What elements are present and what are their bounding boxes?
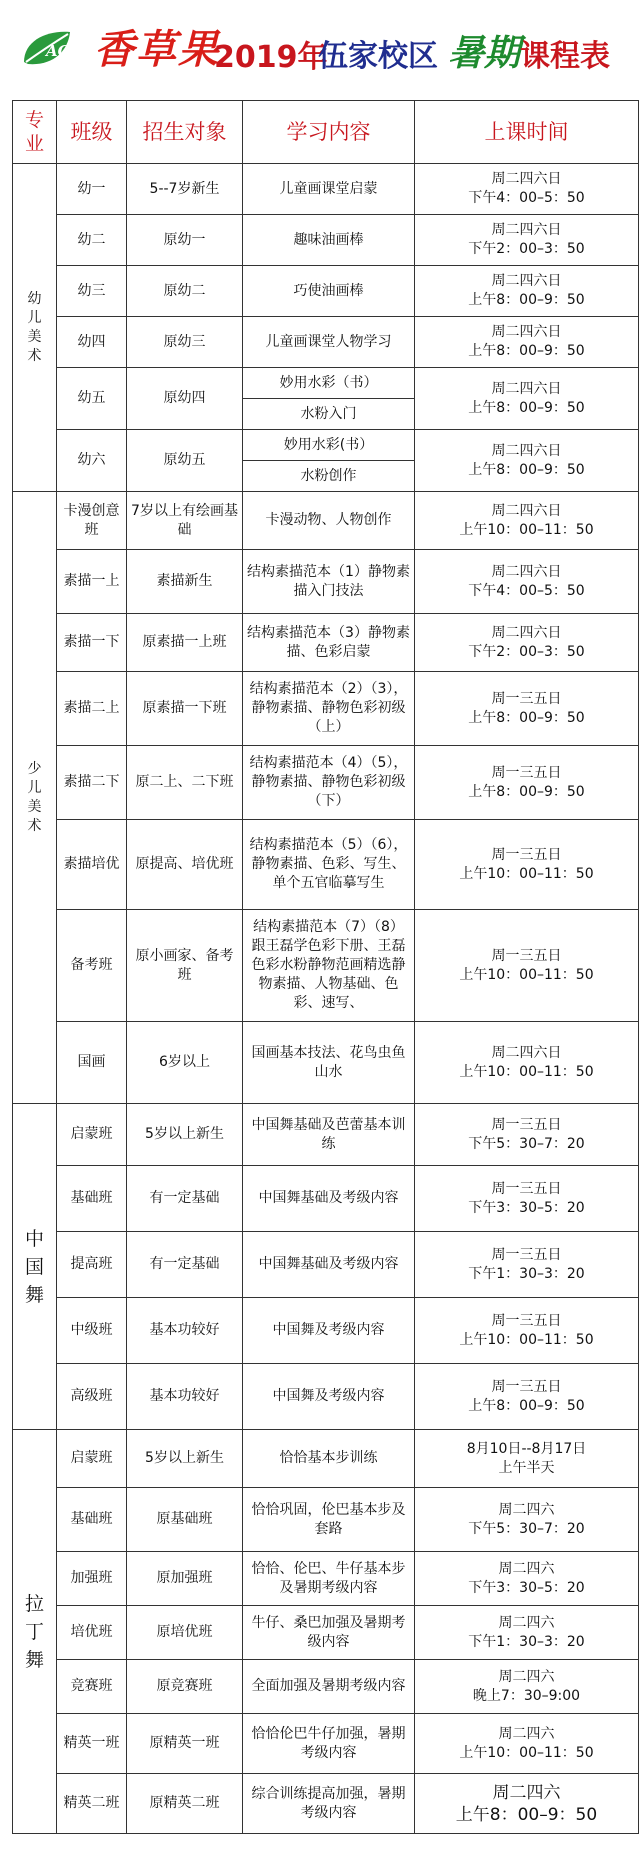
time-cell [415,1166,639,1232]
content-cell: 儿童画课堂启蒙 [243,164,415,215]
time-cell [415,1606,639,1660]
class-cell: 幼二 [57,215,127,266]
time-cell [415,1660,639,1714]
hours-text: 下午2：00–3：50 [468,643,585,660]
table-row [13,1714,639,1774]
hours-text: 下午5：30–7：20 [468,1520,585,1537]
table-row [13,1606,639,1660]
class-cell: 幼五 [57,368,127,430]
days-text: 周二四六 [492,1782,561,1803]
target-cell: 有一定基础 [127,1166,243,1232]
hours-text: 上午10：00–11：50 [459,865,594,882]
class-cell: 高级班 [57,1364,127,1430]
header-campus: 伍家校区 [318,39,438,74]
target-cell: 原幼一 [127,215,243,266]
hours-text: 下午1：30–3：20 [468,1265,585,1282]
class-cell: 基础班 [57,1166,127,1232]
days-text: 周二四六日 [491,171,562,187]
hours-text: 上午10：00–11：50 [459,521,594,538]
days-text: 周一三五日 [491,1378,562,1395]
time-cell [415,1104,639,1166]
class-cell: 竞赛班 [57,1660,127,1714]
header-year: 2019年 [214,40,328,75]
hours-text: 下午1：30–3：20 [468,1633,585,1650]
header-summer: 暑期 [448,32,521,74]
content-cell: 恰恰伦巴牛仔加强，暑期考级内容 [243,1714,415,1774]
days-text: 周二四六 [498,1501,555,1518]
hours-text: 上午8：00–9：50 [468,292,585,308]
target-cell: 原加强班 [127,1552,243,1606]
major-kids-art: 幼 儿 美 术 [13,164,57,492]
content-cell: 巧使油画棒 [243,266,415,317]
content-cell: 综合训练提高加强，暑期考级内容 [243,1774,415,1834]
hours-text: 下午4：00–5：50 [468,190,585,206]
class-cell: 幼六 [57,430,127,492]
days-text: 周一三五日 [491,1180,562,1197]
hours-text: 下午3：30–5：20 [468,1199,585,1216]
target-cell: 基本功较好 [127,1298,243,1364]
content-cell: 中国舞及考级内容 [243,1364,415,1430]
content-cell: 中国舞及考级内容 [243,1298,415,1364]
target-cell: 原幼五 [127,430,243,492]
major-chinese-dance: 中 国 舞 [13,1104,57,1430]
time-cell [415,430,639,492]
target-cell: 原竞赛班 [127,1660,243,1714]
header-major: 专 业 [13,101,57,164]
content-cell: 结构素描范本（7）（8）跟王磊学色彩下册、王磊色彩水粉静物范画精选静物素描、人物基础、色彩、速写、 [243,910,415,1022]
content-cell: 牛仔、桑巴加强及暑期考级内容 [243,1606,415,1660]
days-text: 周二四六日 [491,563,562,580]
hours-text: 上午8：00–9：50 [468,343,585,359]
time-cell [415,1714,639,1774]
hours-text: 上午10：00–11：50 [459,966,594,983]
time-cell [415,266,639,317]
class-cell: 素描一下 [57,614,127,672]
days-text: 周一三五日 [491,846,562,863]
content-cell: 恰恰巩固，伦巴基本步及套路 [243,1488,415,1552]
time-cell [415,368,639,430]
hours-text: 下午4：00–5：50 [468,582,585,599]
days-text: 周一三五日 [491,947,562,964]
table-row [13,1166,639,1232]
table-row [13,317,639,368]
hours-text: 上午半天 [498,1459,555,1476]
hours-text: 上午8：00–9：50 [455,1804,598,1825]
days-text: 周二四六日 [491,1044,562,1061]
hours-text: 上午8：00–9：50 [468,709,585,726]
table-row [13,215,639,266]
days-text: 周二四六日 [491,273,562,289]
content-cell: 卡漫动物、人物创作 [243,492,415,550]
class-cell: 启蒙班 [57,1430,127,1488]
class-cell: 基础班 [57,1488,127,1552]
class-cell: 备考班 [57,910,127,1022]
days-text: 周二四六 [498,1725,555,1742]
days-text: 周一三五日 [491,764,562,781]
target-cell: 原素描一下班 [127,672,243,746]
hours-text: 上午8：00–9：50 [468,783,585,800]
target-cell: 6岁以上 [127,1022,243,1104]
target-cell: 有一定基础 [127,1232,243,1298]
days-text: 周一三五日 [491,690,562,707]
logo-text: AG [46,42,71,60]
table-row [13,430,639,461]
target-cell: 原二上、二下班 [127,746,243,820]
target-cell: 原提高、培优班 [127,820,243,910]
time-cell [415,820,639,910]
target-cell: 基本功较好 [127,1364,243,1430]
hours-text: 上午8：00–9：50 [468,1397,585,1414]
target-cell: 素描新生 [127,550,243,614]
class-cell: 素描一上 [57,550,127,614]
header [0,0,640,100]
target-cell: 7岁以上有绘画基础 [127,492,243,550]
target-cell: 原幼二 [127,266,243,317]
days-text: 周二四六日 [491,624,562,641]
target-cell: 原素描一上班 [127,614,243,672]
class-cell: 幼三 [57,266,127,317]
time-cell [415,164,639,215]
table-row [13,1364,639,1430]
table-row [13,672,639,746]
class-cell: 启蒙班 [57,1104,127,1166]
time-cell [415,1022,639,1104]
days-text: 周二四六 [498,1560,555,1577]
table-header-row [13,101,639,164]
class-cell: 幼一 [57,164,127,215]
target-cell: 原精英二班 [127,1774,243,1834]
target-cell: 原小画家、备考班 [127,910,243,1022]
time-cell [415,550,639,614]
content-cell: 结构素描范本（2）（3），静物素描、静物色彩初级（上） [243,672,415,746]
table-row [13,266,639,317]
table-row [13,1660,639,1714]
class-cell: 素描二上 [57,672,127,746]
major-latin-dance: 拉 丁 舞 [13,1430,57,1834]
header-class: 班级 [57,101,127,164]
class-cell: 中级班 [57,1298,127,1364]
schedule-table [12,100,639,1834]
table-row [13,550,639,614]
class-cell: 精英一班 [57,1714,127,1774]
table-row [13,1774,639,1834]
content-cell: 恰恰、伦巴、牛仔基本步及暑期考级内容 [243,1552,415,1606]
time-cell [415,492,639,550]
brand-name: 香草果 [94,26,220,73]
target-cell: 原幼三 [127,317,243,368]
content-cell: 结构素描范本（1）静物素描入门技法 [243,550,415,614]
time-cell [415,1232,639,1298]
table-row [13,492,639,550]
class-cell: 精英二班 [57,1774,127,1834]
content-cell: 水粉创作 [243,461,415,492]
table-row [13,1298,639,1364]
header-time: 上课时间 [415,101,639,164]
table-row [13,1104,639,1166]
content-cell: 水粉入门 [243,399,415,430]
time-cell [415,317,639,368]
content-cell: 恰恰基本步训练 [243,1430,415,1488]
time-cell [415,1552,639,1606]
days-text: 周一三五日 [491,1116,562,1133]
table-row [13,1232,639,1298]
content-cell: 妙用水彩(书） [243,430,415,461]
table-row [13,746,639,820]
class-cell: 提高班 [57,1232,127,1298]
content-cell: 趣味油画棒 [243,215,415,266]
time-cell [415,215,639,266]
time-cell [415,1364,639,1430]
hours-text: 上午10：00–11：50 [459,1063,594,1080]
hours-text: 上午8：00–9：50 [468,399,585,416]
table-row [13,1552,639,1606]
header-schedule: 课程表 [520,39,610,74]
time-cell [415,910,639,1022]
days-text: 周二四六 [498,1614,555,1631]
target-cell: 5岁以上新生 [127,1430,243,1488]
days-text: 周二四六日 [491,324,562,340]
time-cell [415,1430,639,1488]
hours-text: 下午5：30–7：20 [468,1135,585,1152]
time-cell [415,1488,639,1552]
content-cell: 中国舞基础及考级内容 [243,1232,415,1298]
header-content: 学习内容 [243,101,415,164]
table-row [13,1488,639,1552]
target-cell: 原基础班 [127,1488,243,1552]
table-row [13,820,639,910]
class-cell: 国画 [57,1022,127,1104]
time-cell [415,614,639,672]
content-cell: 结构素描范本（3）静物素描、色彩启蒙 [243,614,415,672]
content-cell: 国画基本技法、花鸟虫鱼山水 [243,1022,415,1104]
time-cell [415,672,639,746]
table-row [13,910,639,1022]
content-cell: 妙用水彩（书） [243,368,415,399]
hours-text: 上午10：00–11：50 [459,1744,594,1761]
table-row [13,614,639,672]
class-cell: 素描培优 [57,820,127,910]
content-cell: 中国舞基础及考级内容 [243,1166,415,1232]
days-text: 周二四六日 [491,380,562,397]
time-cell [415,1774,639,1834]
major-youth-art: 少 儿 美 术 [13,492,57,1104]
target-cell: 原幼四 [127,368,243,430]
days-text: 周二四六日 [491,502,562,519]
class-cell: 幼四 [57,317,127,368]
days-text: 周二四六日 [491,442,562,459]
class-cell: 培优班 [57,1606,127,1660]
class-cell: 卡漫创意班 [57,492,127,550]
content-cell: 结构素描范本（5）（6），静物素描、色彩、写生、单个五官临摹写生 [243,820,415,910]
content-cell: 全面加强及暑期考级内容 [243,1660,415,1714]
target-cell: 原培优班 [127,1606,243,1660]
content-cell: 结构素描范本（4）（5），静物素描、静物色彩初级（下） [243,746,415,820]
days-text: 8月10日--8月17日 [466,1440,587,1457]
days-text: 周一三五日 [491,1312,562,1329]
hours-text: 下午3：30–5：20 [468,1579,585,1596]
time-cell [415,1298,639,1364]
target-cell: 原精英一班 [127,1714,243,1774]
leaf-logo-icon [18,26,88,70]
time-cell [415,746,639,820]
table-row [13,1430,639,1488]
table-row [13,164,639,215]
target-cell: 5岁以上新生 [127,1104,243,1166]
table-row [13,368,639,399]
content-cell: 儿童画课堂人物学习 [243,317,415,368]
content-cell: 中国舞基础及芭蕾基本训练 [243,1104,415,1166]
days-text: 周一三五日 [491,1246,562,1263]
hours-text: 上午8：00–9：50 [468,461,585,478]
header-target: 招生对象 [127,101,243,164]
hours-text: 晚上7：30–9:00 [472,1687,581,1704]
class-cell: 素描二下 [57,746,127,820]
hours-text: 下午2：00–3：50 [468,241,585,257]
days-text: 周二四六 [498,1668,555,1685]
hours-text: 上午10：00–11：50 [459,1331,594,1348]
target-cell: 5--7岁新生 [127,164,243,215]
class-cell: 加强班 [57,1552,127,1606]
days-text: 周二四六日 [491,222,562,238]
table-row [13,1022,639,1104]
